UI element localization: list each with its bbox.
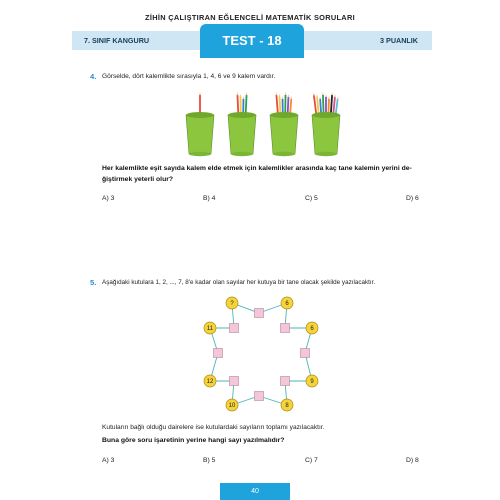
pencil-cup <box>186 92 214 156</box>
sum-circle-label: 9 <box>310 379 314 386</box>
q4-option-c[interactable]: C) 5 <box>305 195 318 202</box>
pencil-cup <box>312 92 340 156</box>
number-box <box>281 377 290 386</box>
sum-circle-label: 11 <box>206 326 214 333</box>
series-title: ZİHİN ÇALIŞTIRAN EĞLENCELİ MATEMATİK SORULARI <box>145 13 355 22</box>
number-box <box>301 349 310 358</box>
sum-circle-label: 6 <box>310 326 314 333</box>
q5-option-c[interactable]: C) 7 <box>305 457 318 464</box>
q4-option-b[interactable]: B) 4 <box>203 195 216 202</box>
number-box <box>255 392 264 401</box>
sum-circle-label: ? <box>230 301 234 308</box>
question-4-line-1: Her kalemlikte eşit sayıda kalem elde etmek için kalemlikler arasında kaç tane kalemin yerini de- <box>102 165 412 172</box>
question-4-number: 4. <box>90 72 97 81</box>
q4-option-d[interactable]: D) 6 <box>406 195 419 202</box>
pencil-cup <box>228 92 256 156</box>
question-5-statement: Kutuların bağlı olduğu dairelere ise kutulardaki sayıların toplamı yazılacaktır. <box>102 424 325 431</box>
number-box <box>230 377 239 386</box>
pencil-cups-illustration <box>182 88 342 158</box>
sum-circle-label: 6 <box>285 301 289 308</box>
q5-option-d[interactable]: D) 8 <box>406 457 419 464</box>
number-box <box>230 324 239 333</box>
sum-circle-label: 12 <box>206 379 214 386</box>
circle-box-diagram <box>200 295 325 413</box>
number-box <box>214 349 223 358</box>
question-5-number: 5. <box>90 278 97 287</box>
points-label: 3 PUANLIK <box>380 36 418 45</box>
number-box <box>255 309 264 318</box>
question-4-intro: Görselde, dört kalemlikte sırasıyla 1, 4, 6 ve 9 kalem vardır. <box>102 73 276 80</box>
question-5-intro: Aşağıdaki kutulara 1, 2, ..., 7, 8'e kadar olan sayılar her kutuya bir tane olacak şekilde yazılacaktır. <box>102 279 376 286</box>
number-box <box>281 324 290 333</box>
q5-option-a[interactable]: A) 3 <box>102 457 115 464</box>
grade-label: 7. SINIF KANGURU <box>84 36 150 45</box>
test-title: TEST - 18 <box>200 24 304 54</box>
question-5-question: Buna göre soru işaretinin yerine hangi sayı yazılmalıdır? <box>102 437 285 444</box>
q4-option-a[interactable]: A) 3 <box>102 195 115 202</box>
sum-circle-label: 8 <box>285 403 289 410</box>
pencil-cup <box>270 92 298 156</box>
sum-circle-label: 10 <box>228 403 236 410</box>
q5-option-b[interactable]: B) 5 <box>203 457 216 464</box>
page-number: 40 <box>220 483 290 500</box>
question-4-line-2: ğiştirmek yeterli olur? <box>102 176 174 183</box>
